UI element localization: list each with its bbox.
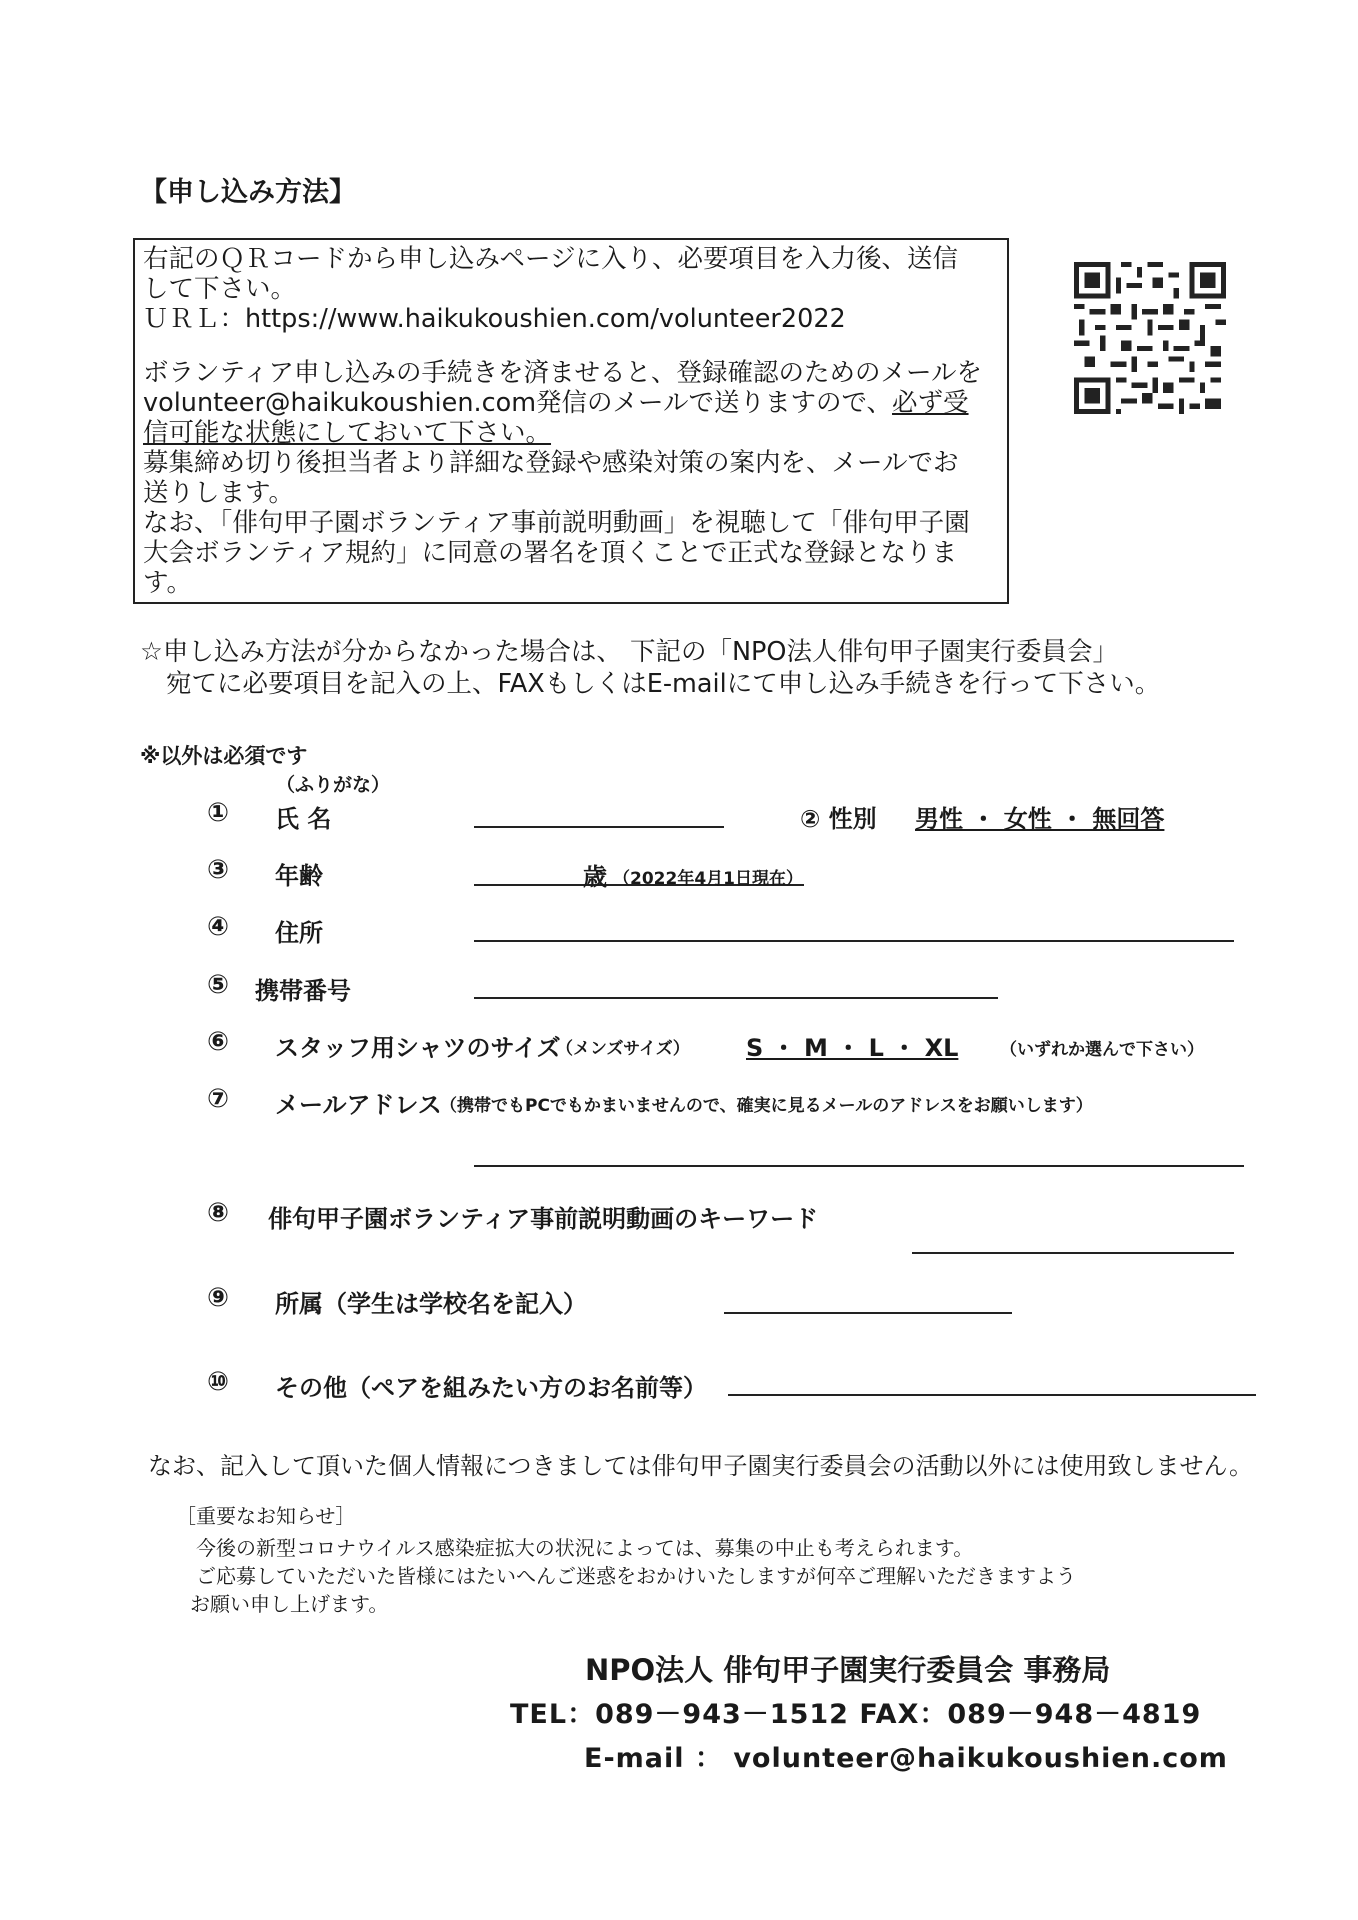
other-field[interactable]	[728, 1394, 1256, 1396]
alternate-method-note: 宛てに必要項目を記入の上、FAXもしくはE-mailにて申し込み手続きを行って下さい。	[166, 669, 1161, 699]
item-number: ⑨	[207, 1283, 230, 1313]
office-name: NPO法人 俳句甲子園実行委員会 事務局	[585, 1653, 1111, 1687]
keyword-label: 俳句甲子園ボランティア事前説明動画のキーワード	[268, 1205, 819, 1233]
name-label: 氏 名	[275, 805, 332, 833]
item-number: ⑦	[207, 1084, 230, 1114]
url-text: ＵＲＬ：https://www.haikukoushien.com/volunteer2022	[143, 304, 846, 334]
sender-email-text: volunteer@haikukoushien.com発信のメールで送りますので、	[143, 388, 893, 418]
qr-code-icon	[1074, 262, 1226, 414]
shirt-choose-note: （いずれか選んで下さい）	[1000, 1040, 1204, 1060]
item-number: ⑩	[207, 1367, 230, 1397]
item-number: ⑥	[207, 1027, 230, 1057]
important-notice-line: 今後の新型コロナウイルス感染症拡大の状況によっては、募集の中止も考えられます。	[196, 1536, 974, 1560]
privacy-notice: なお、記入して頂いた個人情報につきましては俳句甲子園実行委員会の活動以外には使用致しません。	[148, 1452, 1253, 1480]
age-label: 年齢	[275, 862, 323, 890]
phone-label: 携帯番号	[255, 977, 351, 1005]
instruction-line: 募集締め切り後担当者より詳細な登録や感染対策の案内を、メールでお	[143, 448, 959, 478]
instruction-line: ボランティア申し込みの手続きを済ませると、登録確認のためのメールを	[143, 358, 982, 388]
page-heading: 【申し込み方法】	[140, 177, 356, 208]
instruction-line: 送りします。	[143, 478, 294, 508]
instruction-line: 右記のＱＲコードから申し込みページに入り、必要項目を入力後、送信	[143, 244, 958, 274]
instruction-line	[143, 388, 969, 418]
item-number: ⑧	[207, 1198, 230, 1228]
affiliation-field[interactable]	[724, 1312, 1012, 1314]
instruction-line: して下さい。	[143, 274, 297, 304]
age-unit: 歳	[583, 863, 607, 891]
instruction-line: す。	[143, 568, 192, 598]
name-field[interactable]	[474, 826, 724, 828]
shirt-size-label: スタッフ用シャツのサイズ	[275, 1034, 561, 1062]
instruction-line: 大会ボランティア規約」に同意の署名を頂くことで正式な登録となりま	[143, 538, 957, 568]
instructions-box	[133, 238, 1009, 604]
important-notice-line: ご応募していただいた皆様にはたいへんご迷惑をおかけいたしますが何卒ご理解いただきますよう	[196, 1564, 1076, 1588]
instruction-line: なお、「俳句甲子園ボランティア事前説明動画」を視聴して「俳句甲子園	[143, 508, 970, 538]
item-number: ⑤	[207, 970, 230, 1000]
gender-options[interactable]: 男性 ・ 女性 ・ 無回答	[915, 805, 1165, 833]
gender-label: ② 性別	[800, 805, 877, 833]
email-note: （携帯でもPCでもかまいませんので、確実に見るメールのアドレスをお願いします）	[440, 1096, 1093, 1116]
address-label: 住所	[275, 919, 323, 947]
shirt-size-note: （メンズサイズ）	[556, 1039, 690, 1059]
furigana-label: （ふりがな）	[276, 774, 391, 796]
important-notice-title: ［重要なお知らせ］	[176, 1504, 356, 1528]
underlined-text: 信可能な状態にしておいて下さい。	[143, 418, 552, 448]
item-number: ③	[207, 855, 230, 885]
required-note: ※以外は必須です	[140, 744, 308, 768]
email-field[interactable]	[474, 1165, 1244, 1167]
phone-field[interactable]	[474, 997, 998, 999]
underlined-text: 必ず受	[892, 388, 969, 418]
address-field[interactable]	[474, 940, 1234, 942]
item-number: ①	[207, 798, 230, 828]
item-number: ④	[207, 912, 230, 942]
email-label: メールアドレス	[275, 1091, 442, 1119]
keyword-field[interactable]	[912, 1252, 1234, 1254]
age-date-note: （2022年4月1日現在）	[613, 869, 803, 889]
important-notice-line: お願い申し上げます。	[190, 1592, 389, 1616]
shirt-size-options[interactable]: S ・ M ・ L ・ XL	[746, 1034, 959, 1062]
office-email: E-mail ： volunteer@haikukoushien.com	[584, 1743, 1228, 1774]
alternate-method-note: ☆申し込み方法が分からなかった場合は、 下記の「NPO法人俳句甲子園実行委員会」	[140, 637, 1118, 667]
other-label: その他（ペアを組みたい方のお名前等）	[275, 1374, 707, 1402]
affiliation-label: 所属（学生は学校名を記入）	[275, 1290, 587, 1318]
office-tel-fax: TEL：089－943－1512 FAX：089－948－4819	[510, 1699, 1202, 1730]
